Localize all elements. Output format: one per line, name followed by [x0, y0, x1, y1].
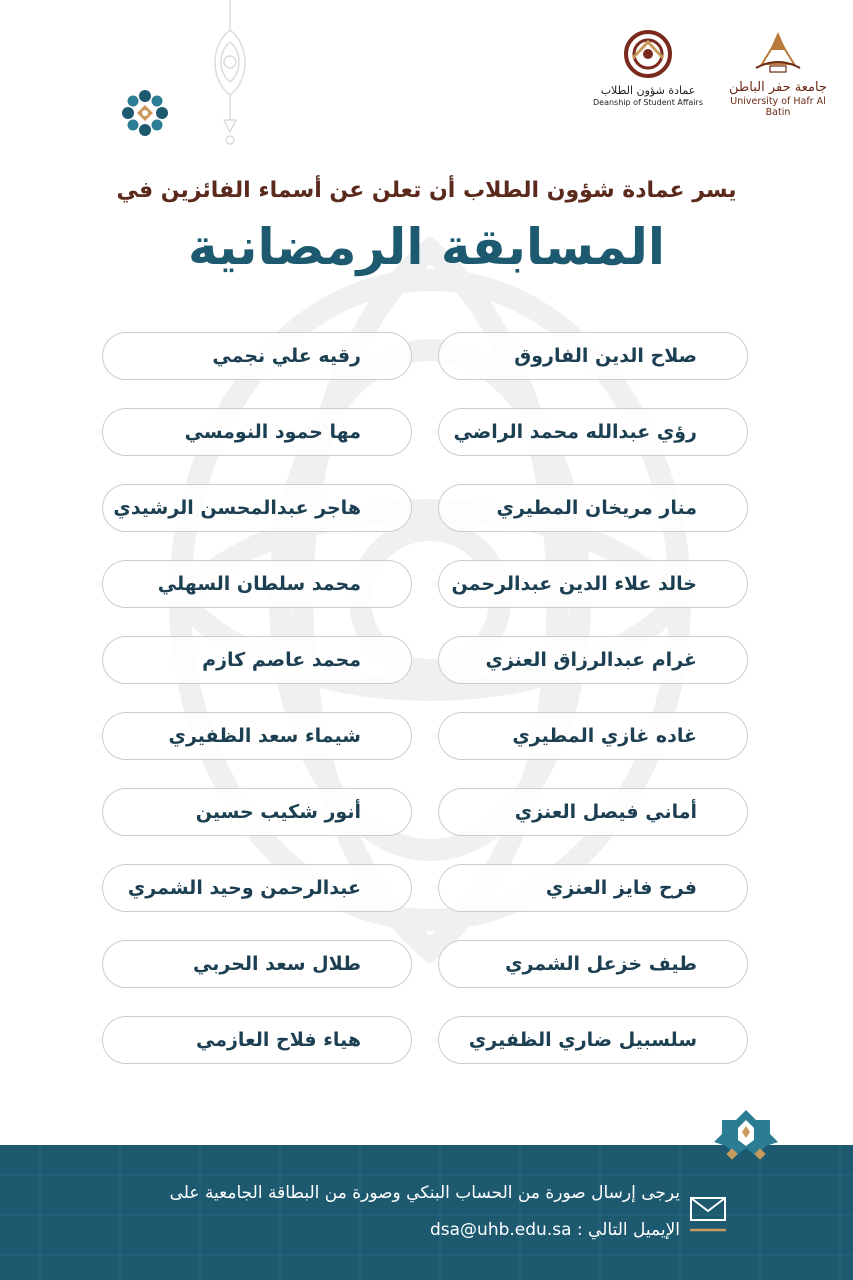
winner-name: فرح فايز العنزي: [438, 864, 748, 912]
winner-name: رؤي عبدالله محمد الراضي: [438, 408, 748, 456]
university-name-english: University of Hafr Al Batin: [730, 96, 826, 118]
winner-name: طيف خزعل الشمري: [438, 940, 748, 988]
university-emblem-icon: [748, 30, 808, 74]
winner-name: محمد عاصم كازم: [102, 636, 412, 684]
email-link[interactable]: dsa@uhb.edu.sa: [429, 1220, 572, 1240]
footer-email-label: الإيميل التالي :: [576, 1220, 680, 1240]
winner-name: منار مريخان المطيري: [438, 484, 748, 532]
winners-list: [100, 332, 748, 1064]
deanship-name-english: Deanship of Student Affairs: [593, 98, 703, 107]
intro-text: يسر عمادة شؤون الطلاب أن تعلن عن أسماء الفائزين في: [116, 178, 737, 203]
envelope-icon: [688, 1192, 728, 1234]
page-title: المسابقة الرمضانية: [187, 218, 666, 276]
winner-name: سلسبيل ضاري الظفيري: [438, 1016, 748, 1064]
university-name-arabic: جامعة حفر الباطن: [729, 80, 827, 95]
winner-name: غاده غازي المطيري: [438, 712, 748, 760]
winner-name: صلاح الدين الفاروق: [438, 332, 748, 380]
islamic-star-icon: [120, 88, 170, 138]
islamic-star-icon: [714, 1110, 778, 1166]
winner-name: غرام عبدالرزاق العنزي: [438, 636, 748, 684]
deanship-emblem-icon: [621, 28, 675, 80]
footer-instruction: يرجى إرسال صورة من الحساب البنكي وصورة من البطاقة الجامعية على: [169, 1183, 680, 1203]
deanship-name-arabic: عمادة شؤون الطلاب: [600, 84, 696, 97]
winner-name: طلال سعد الحربي: [102, 940, 412, 988]
winner-name: شيماء سعد الظفيري: [102, 712, 412, 760]
university-logo: [722, 30, 834, 122]
winner-name: رقيه علي نجمي: [102, 332, 412, 380]
winner-name: أماني فيصل العنزي: [438, 788, 748, 836]
winner-name: مها حمود النومسي: [102, 408, 412, 456]
winner-name: خالد علاء الدين عبدالرحمن: [438, 560, 748, 608]
hanging-ornament-icon: [204, 0, 256, 150]
winner-name: محمد سلطان السهلي: [102, 560, 412, 608]
winner-name: أنور شكيب حسين: [102, 788, 412, 836]
winner-name: هياء فلاح العازمي: [102, 1016, 412, 1064]
deanship-logo: [592, 28, 704, 120]
footer-email-line: [60, 1220, 680, 1240]
winner-name: هاجر عبدالمحسن الرشيدي: [102, 484, 412, 532]
winner-name: عبدالرحمن وحيد الشمري: [102, 864, 412, 912]
